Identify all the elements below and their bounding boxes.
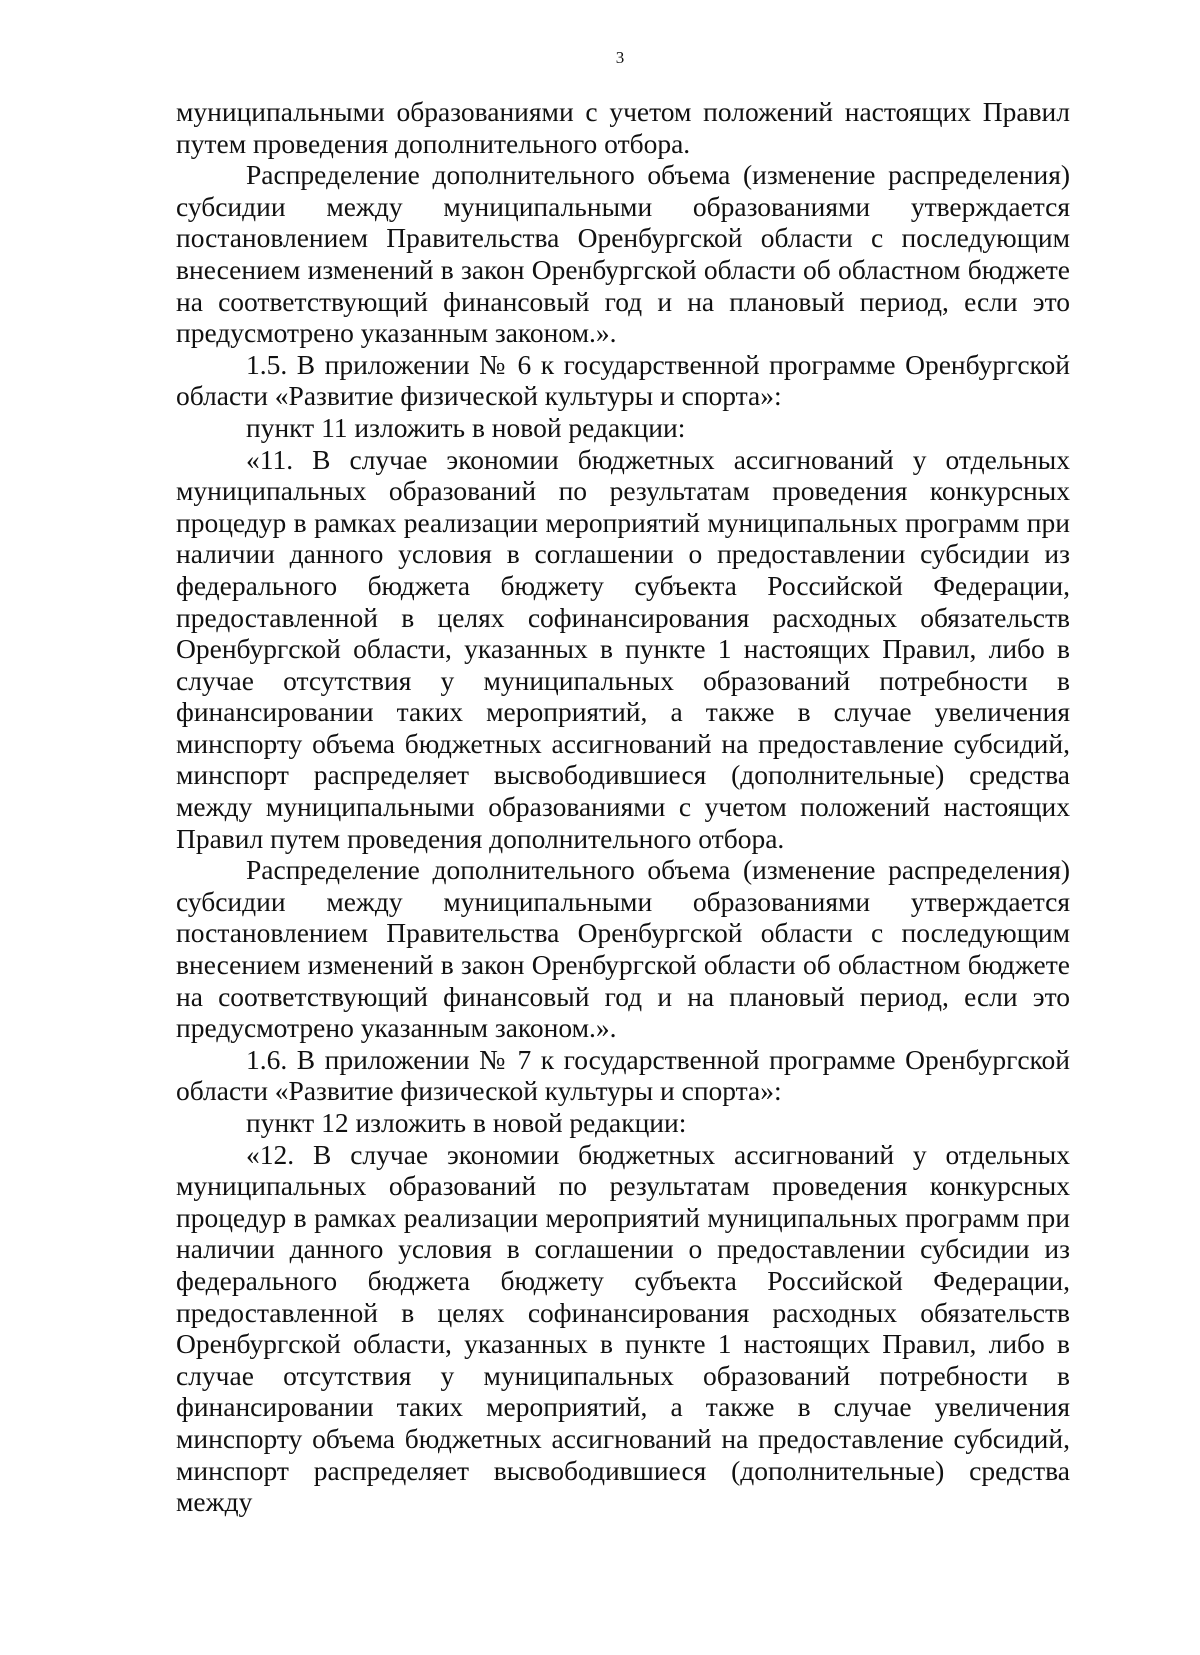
paragraph: Распределение дополнительного объема (изменение распределения) субсидии между муниципальными образованиями утверждается постановлением Правительства Оренбургской области с последующим внесением изменений в закон Оренбургской области об областном бюджете на соответствующий финансовый год и на плановый период, если это предусмотрено указанным законом.». — [176, 159, 1070, 349]
paragraph: муниципальными образованиями с учетом положений настоящих Правил путем проведения дополнительного отбора. — [176, 96, 1070, 159]
paragraph: 1.5. В приложении № 6 к государственной программе Оренбургской области «Развитие физической культуры и спорта»: — [176, 348, 1070, 412]
paragraph: пункт 11 изложить в новой редакции: — [246, 411, 686, 443]
paragraph: «12. В случае экономии бюджетных ассигнований у отдельных муниципальных образований по результатам проведения конкурсных процедур в рамках реализации мероприятий муниципальных программ при наличии данного условия в соглашении о предоставлении субсидии из федерального бюджета бюджету субъекта Российской Федерации, предоставленной в целях софинансирования расходных обязательств Оренбургской области, указанных в пункте 1 настоящих Правил, либо в случае отсутствия у муниципальных образований потребности в финансировании таких мероприятий, а также в случае увеличения минспорту объема бюджетных ассигнований на предоставление субсидий, минспорт распределяет высвободившиеся (дополнительные) средства между — [176, 1138, 1070, 1518]
document-body — [176, 96, 1070, 1518]
page-number: 3 — [615, 48, 625, 67]
paragraph: 1.6. В приложении № 7 к государственной программе Оренбургской области «Развитие физической культуры и спорта»: — [176, 1043, 1070, 1107]
paragraph: «11. В случае экономии бюджетных ассигнований у отдельных муниципальных образований по результатам проведения конкурсных процедур в рамках реализации мероприятий муниципальных программ при наличии данного условия в соглашении о предоставлении субсидии из федерального бюджета бюджету субъекта Российской Федерации, предоставленной в целях софинансирования расходных обязательств Оренбургской области, указанных в пункте 1 настоящих Правил, либо в случае отсутствия у муниципальных образований потребности в финансировании таких мероприятий, а также в случае увеличения минспорту объема бюджетных ассигнований на предоставление субсидий, минспорт распределяет высвободившиеся (дополнительные) средства между муниципальными образованиями с учетом положений настоящих Правил путем проведения дополнительного отбора. — [176, 443, 1070, 854]
paragraph: Распределение дополнительного объема (изменение распределения) субсидии между муниципальными образованиями утверждается постановлением Правительства Оренбургской области с последующим внесением изменений в закон Оренбургской области об областном бюджете на соответствующий финансовый год и на плановый период, если это предусмотрено указанным законом.». — [176, 854, 1070, 1044]
paragraph: пункт 12 изложить в новой редакции: — [246, 1107, 687, 1138]
